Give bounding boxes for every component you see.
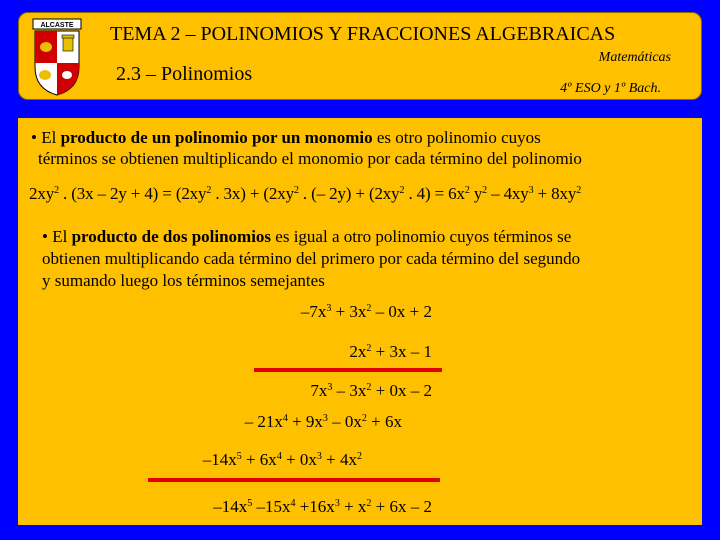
term-text: + 3x – 1 [371,342,432,361]
partial-product-row-3 [203,450,362,470]
exponent: 3 [326,303,332,314]
exponent: 2 [366,343,372,354]
term-text: –15x [252,497,291,516]
term-text: 7x [310,381,328,400]
exponent: 2 [293,185,299,196]
term-text: . 4) = 6x [404,184,465,203]
exponent: 2 [361,413,367,424]
exponent: 5 [236,451,242,462]
section2-line3: y sumando luego los términos semejantes [42,271,325,290]
term-text: + 0x – 2 [371,381,432,400]
level-label: 4º ESO y 1º Bach. [560,81,661,96]
term-text: – 0x [327,412,362,431]
partial-product-row-1 [310,381,432,401]
section1-line2: términos se obtienen multiplicando el monomio por cada término del polinomio [38,149,582,168]
term-text: + 9x [287,412,323,431]
monomial-example [29,184,581,204]
exponent: 4 [290,498,296,509]
partial-product-row-2 [245,412,402,432]
result-row [213,497,432,517]
term-text: + 6x – 2 [371,497,432,516]
term-text: + 3x [331,302,367,321]
section2-line2: obtienen multiplicando cada término del primero por cada término del segundo [42,249,581,268]
exponent: 2 [464,185,470,196]
exponent: 2 [366,303,372,314]
exponent: 2 [54,185,59,196]
term-text: 2x [349,342,367,361]
term-text: – 4xy [487,184,529,203]
multiplication-rule-2 [148,478,440,482]
term-text: + x [339,497,367,516]
exponent: 3 [322,413,328,424]
term-text: –14x [202,450,237,469]
exponent: 5 [247,498,253,509]
term-text: . (3x – 2y + 4) = (2xy [58,184,207,203]
term-text: –7x [300,302,327,321]
exponent: 3 [327,382,333,393]
term-text: – 0x + 2 [371,302,432,321]
term-text: +16x [295,497,335,516]
multiplication-rule-1 [254,368,442,372]
section-subtitle: 2.3 – Polinomios [116,63,253,85]
term-text: . (– 2y) + (2xy [298,184,400,203]
factor-row-1 [301,302,432,322]
term-text: + 4x [321,450,357,469]
exponent: 2 [366,382,372,393]
exponent: 3 [528,185,534,196]
term-text: + 6x [241,450,277,469]
term-text: y [469,184,483,203]
header-panel [18,12,702,100]
exponent: 4 [276,451,282,462]
exponent: 2 [576,185,582,196]
term-text: – 3x [332,381,367,400]
exponent: 3 [334,498,340,509]
page-title: TEMA 2 – POLINOMIOS Y FRACCIONES ALGEBRAICAS [110,23,616,45]
term-text: . 3x) + (2xy [211,184,294,203]
exponent: 3 [316,451,322,462]
term-text: 2xy [29,184,55,203]
subject-label: Matemáticas [598,50,671,65]
factor-row-2 [349,342,432,362]
exponent: 2 [357,451,362,462]
term-text: + 0x [281,450,317,469]
term-text: – 21x [244,412,283,431]
content-panel [18,118,702,525]
exponent: 2 [366,498,372,509]
section1-line1: • El producto de un polinomio por un monomio es otro polinomio cuyos [31,128,541,147]
logo-text: ALCASTE [40,22,74,29]
alcaste-logo-icon [31,17,83,97]
exponent: 2 [482,185,488,196]
exponent: 2 [399,185,405,196]
term-text: –14x [213,497,248,516]
term-text: + 6x [366,412,402,431]
exponent: 2 [206,185,212,196]
term-text: + 8xy [533,184,577,203]
exponent: 4 [282,413,288,424]
section2-line1: • El producto de dos polinomios es igual a otro polinomio cuyos términos se [42,227,572,246]
